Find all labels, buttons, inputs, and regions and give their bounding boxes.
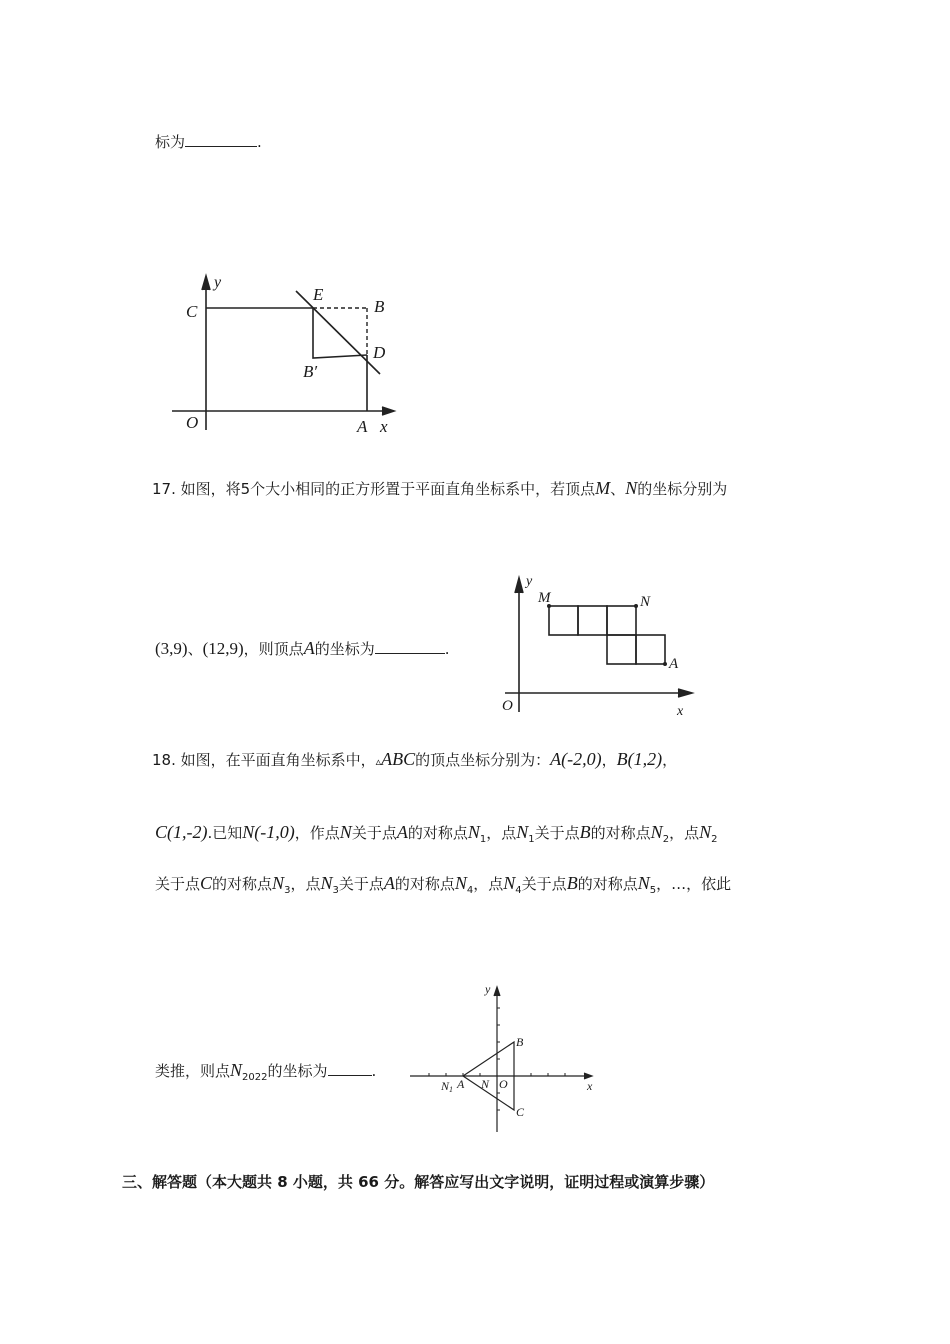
fig16-label-x: x [380,417,388,436]
fig16-label-O: O [186,413,199,432]
fig16-label-y: y [214,274,222,291]
q18-comma2: ， [662,751,678,769]
q18-var-N2b: N [699,822,712,842]
fig18-label-N1-sub: 1 [449,1085,454,1094]
q17-sep2: 、 [187,640,203,658]
fig17-label-O: O [502,698,513,714]
fig17-label-x: x [677,704,684,719]
fig18-label-x: x [587,1079,593,1093]
fig18-y-arrow [494,987,500,996]
q18-A-coord: A(-2,0) [550,749,602,769]
q18-text-19: ，…，依此 [656,875,732,893]
q18-text-10: ，点 [669,824,700,842]
q18-sub-4: 4 [466,885,474,896]
q17-sep: 、 [610,480,626,498]
q18-sub-2b: 2 [711,834,718,845]
fig18-label-C: C [516,1105,525,1119]
fig18-label-N: N [481,1077,490,1091]
q18-text-13: ，点 [290,875,321,893]
q18-triangle-ABC: ABC [381,749,416,769]
fig17-label-y: y [526,574,533,589]
fig18-label-A: A [457,1077,465,1091]
q18-var-N1: N [467,822,480,842]
q18-text-9: 的对称点 [590,824,651,842]
fig18-label-O: O [499,1077,508,1091]
fig17-label-M: M [538,590,551,606]
q18-text-2: 的顶点坐标分别为： [415,751,551,769]
q18-text-4: ，作点 [294,824,340,842]
fig18-label-y: y [485,982,491,996]
q18-var-N5: N [637,873,650,893]
q18-N-coord: N(-1,0) [242,822,295,842]
q18-text-5: 关于点 [351,824,397,842]
q18-var-N2022: N [230,1060,243,1080]
top-line-period: . [257,133,262,151]
q18-sub-5: 5 [649,885,657,896]
q18-var-A2: A [383,873,395,893]
q18-period: . [371,1062,377,1080]
q17-text-4: 的坐标为 [314,640,375,658]
fig18-label-N1 [440,1079,453,1094]
q18-comma: ， [601,751,617,769]
fig16-label-A: A [357,417,368,436]
fig16-label-C: C [186,302,198,321]
q18-sub-2: 2 [662,834,670,845]
q18-text-3: .已知 [207,824,243,842]
q18-sub-1: 1 [479,834,487,845]
fig17-label-A: A [669,656,679,672]
q17-var-N: N [625,478,638,498]
q18-sub-1b: 1 [528,834,535,845]
q17-coord-M: (3,9) [155,639,188,658]
q17-period: . [444,640,450,658]
q18-sub-2022: 2022 [242,1072,268,1083]
q18-var-N3b: N [320,873,333,893]
fig16-label-Bprime: B′ [303,362,318,381]
q18-text-6: 的对称点 [407,824,468,842]
q18-var-N: N [339,822,352,842]
fig17-label-N: N [640,594,651,610]
fig18-label-N1-main: N [441,1079,450,1093]
q18-text-12: 的对称点 [212,875,273,893]
q18-var-N1b: N [516,822,529,842]
q18-var-N4b: N [503,873,516,893]
q18-var-B: B [579,822,591,842]
section-3-heading: 三、解答题（本大题共 8 小题，共 66 分。解答应写出文字说明，证明过程或演算步骤） [122,1173,715,1191]
fig16-label-D: D [373,343,386,362]
q18-B-coord: B(1,2) [616,749,663,769]
q18-var-N2: N [650,822,663,842]
q18-var-A: A [396,822,408,842]
top-line-prefix: 标为 [155,133,186,151]
q18-text-21: 的坐标为 [267,1062,328,1080]
fig16-label-E: E [313,285,324,304]
q18-var-B2: B [566,873,578,893]
q18-text-16: ，点 [473,875,504,893]
q17-text-2: 的坐标分别为 [637,480,728,498]
q18-text-14: 关于点 [338,875,384,893]
triangle-icon: ▵ [375,755,382,768]
q18-sub-4b: 4 [515,885,522,896]
q18-text-20: 类推，则点 [155,1062,231,1080]
q18-sub-3b: 3 [332,885,339,896]
q18-text-18: 的对称点 [577,875,638,893]
q18-C-coord: C(1,-2) [155,822,208,842]
q18-text-15: 的对称点 [394,875,455,893]
q17-var-A: A [303,638,315,658]
q18-sub-3: 3 [284,885,291,896]
q18-var-C: C [200,873,213,893]
q18-text-11: 关于点 [155,875,201,893]
q18-text-8: 关于点 [534,824,580,842]
fig18-label-B: B [516,1035,524,1049]
q18-text-7: ，点 [486,824,517,842]
q17-text-3: ，则顶点 [243,640,304,658]
q18-text-17: 关于点 [521,875,567,893]
q18-text-1: 18. 如图，在平面直角坐标系中， [152,751,376,769]
q17-text-1: 17. 如图，将5个大小相同的正方形置于平面直角坐标系中，若顶点 [152,480,596,498]
q17-var-M: M [595,478,611,498]
q17-coord-N: (12,9) [202,639,244,658]
fig16-label-B: B [374,297,385,316]
q18-var-N3: N [272,873,285,893]
q18-var-N4: N [454,873,467,893]
